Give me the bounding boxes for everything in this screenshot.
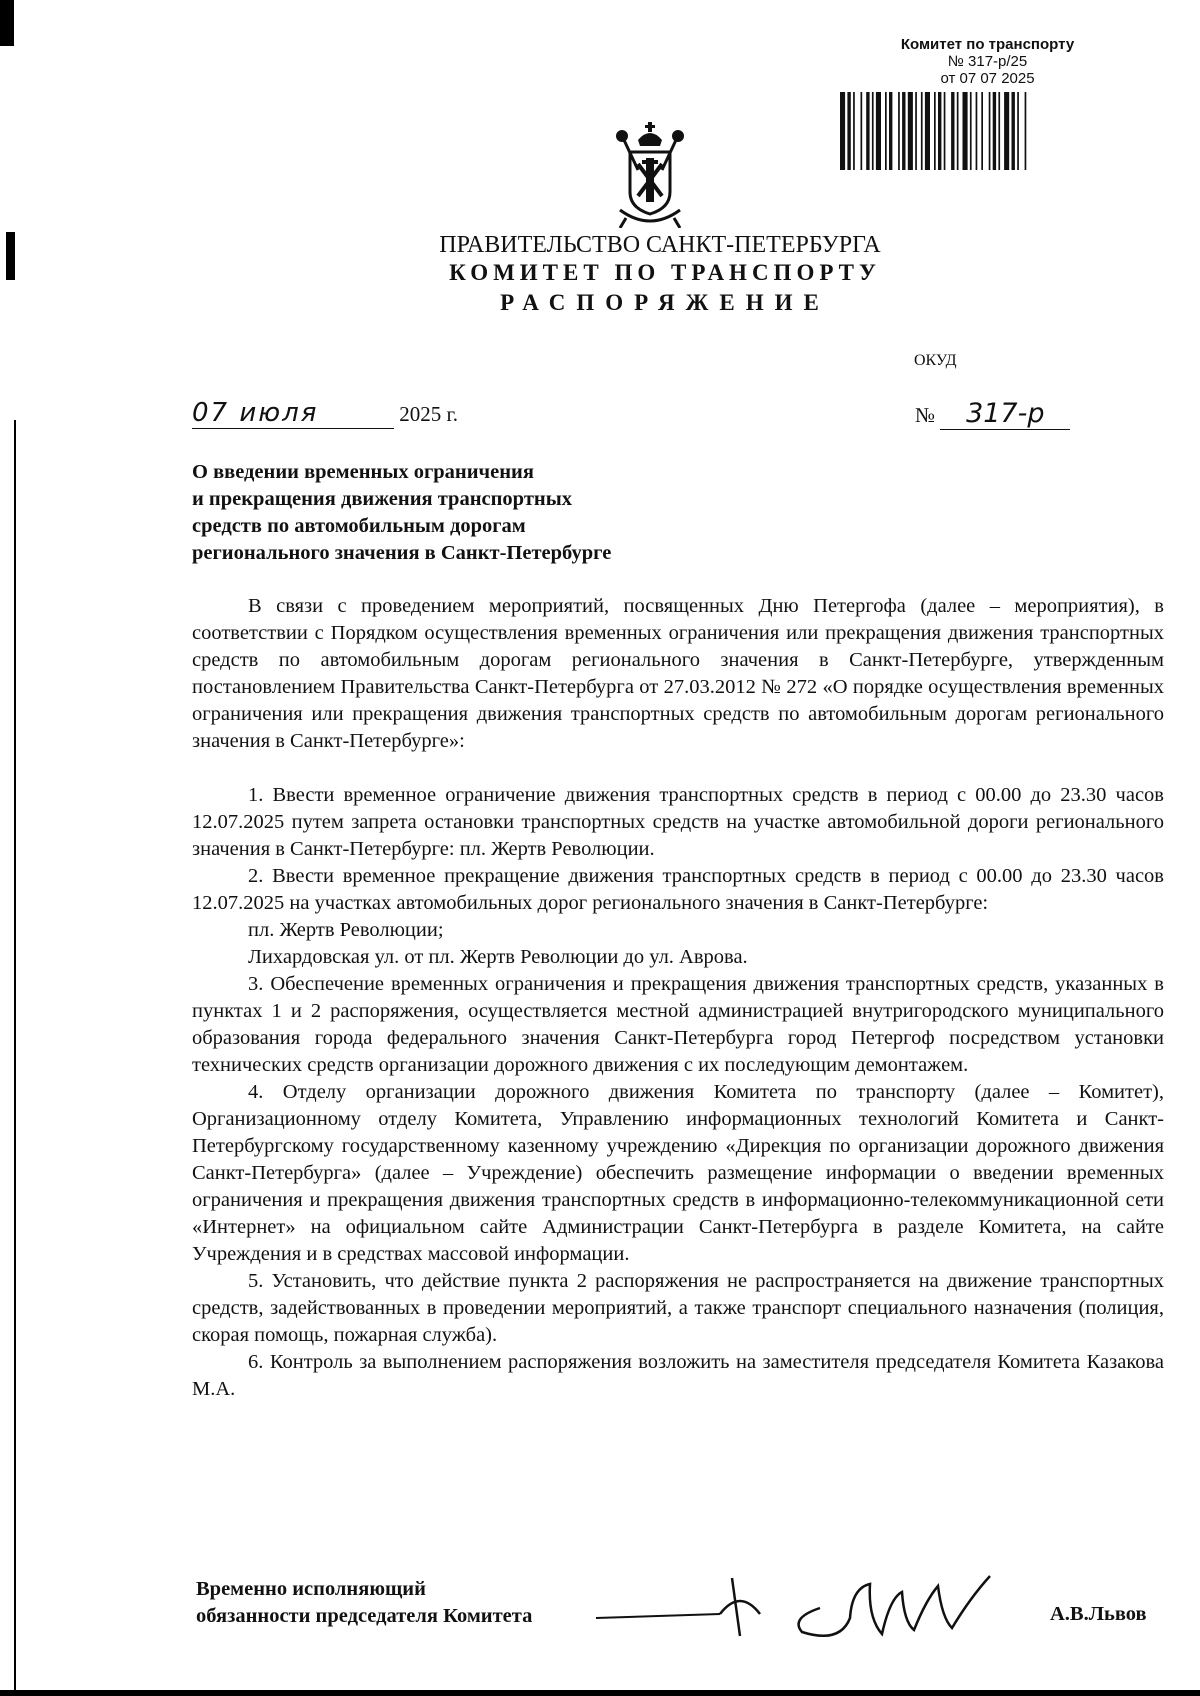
item-3: 3. Обеспечение временных ограничения и прекращения движения транспортных средств, указанных в пунктах 1 и 2 распоряжения, осуществляется местной администрацией внутригородского муниципального образования города федерального значения Санкт-Петербурга город Петергоф посредством установки технических средств организации дорожного движения с их последующим демонтажем. (192, 973, 1164, 1076)
signatory-position (196, 1576, 532, 1630)
government-heading: ПРАВИТЕЛЬСТВО САНКТ-ПЕТЕРБУРГА (439, 232, 881, 258)
document-type-heading: РАСПОРЯЖЕНИЕ (500, 290, 830, 315)
item-4: 4. Отделу организации дорожного движения Комитета по транспорту (далее – Комитет), Организационному отделу Комитета, Управлению информационных технологий Комитета и Санкт-Петербургскому государственному казенному учреждению «Дирекция по организации дорожного движения Санкт-Петербурга» (далее – Учреждение) обеспечить размещение информации о введении временных ограничения и прекращения движения транспортных средств в информационно-телекоммуникационной сети «Интернет» на официальном сайте Администрации Санкт-Петербурга в разделе Комитета, на сайте Учреждения и в средствах массовой информации. (192, 1081, 1164, 1265)
date-handwritten: 07 июля (192, 398, 394, 429)
item-2-location-a: пл. Жертв Революции; (248, 919, 444, 941)
title-line: О введении временных ограничения (192, 461, 534, 483)
document-number (915, 398, 1070, 430)
title-line: средств по автомобильным дорогам (192, 515, 526, 537)
barcode (840, 92, 1145, 170)
number-handwritten: 317-р (940, 398, 1070, 430)
item-2: 2. Ввести временное прекращение движения транспортных средств в период с 00.00 до 23.30 часов 12.07.2025 на участках автомобильных дорог регионального значения в Санкт-Петербурге: (192, 865, 1164, 914)
title-line: регионального значения в Санкт-Петербурге (192, 542, 612, 564)
coat-of-arms-icon (612, 120, 688, 228)
scan-mark (0, 0, 14, 46)
stamp-line-3: от 07 07 2025 (940, 70, 1035, 87)
number-prefix: № (915, 403, 936, 427)
item-1: 1. Ввести временное ограничение движения транспортных средств в период с 00.00 до 23.30 часов 12.07.2025 путем запрета остановки транспортных средств на участке автомобильной дороги регионального значения в Санкт-Петербурге: пл. Жертв Революции. (192, 784, 1164, 860)
registration-stamp (835, 36, 1140, 87)
handwritten-signature (590, 1548, 1050, 1644)
date-year: 2025 г. (399, 402, 458, 426)
document-title (192, 459, 752, 567)
item-2-location-b: Лихардовская ул. от пл. Жертв Революции до ул. Аврова. (248, 946, 748, 968)
okud-label: ОКУД (914, 352, 957, 369)
scan-edge-line (14, 420, 16, 1696)
document-date (192, 398, 492, 429)
title-line: и прекращения движения транспортных (192, 488, 572, 510)
stamp-line-2: № 317-р/25 (947, 53, 1028, 70)
committee-heading: КОМИТЕТ ПО ТРАНСПОРТУ (449, 260, 881, 285)
signatory-name: А.В.Львов (1050, 1603, 1147, 1625)
document-body (192, 593, 1164, 1403)
stamp-line-1: Комитет по транспорту (900, 36, 1075, 53)
scan-edge-line (0, 1690, 1200, 1696)
position-line-1: Временно исполняющий (196, 1578, 426, 1600)
preamble: В связи с проведением мероприятий, посвященных Дню Петергофа (далее – мероприятия), в соответствии с Порядком осуществления временных ограничения или прекращения движения транспортных средств по автомобильным дорогам регионального значения в Санкт-Петербурге, утвержденным постановлением Правительства Санкт-Петербурга от 27.03.2012 № 272 «О порядке осуществления временных ограничения или прекращения движения транспортных средств по автомобильным дорогам регионального значения в Санкт-Петербурге»: (192, 595, 1164, 752)
position-line-2: обязанности председателя Комитета (196, 1605, 533, 1627)
item-5: 5. Установить, что действие пункта 2 распоряжения не распространяется на движение транспортных средств, задействованных в проведении мероприятий, а также транспорт специального назначения (полиция, скорая помощь, пожарная служба). (192, 1270, 1164, 1346)
item-6: 6. Контроль за выполнением распоряжения возложить на заместителя председателя Комитета Казакова М.А. (192, 1351, 1164, 1400)
